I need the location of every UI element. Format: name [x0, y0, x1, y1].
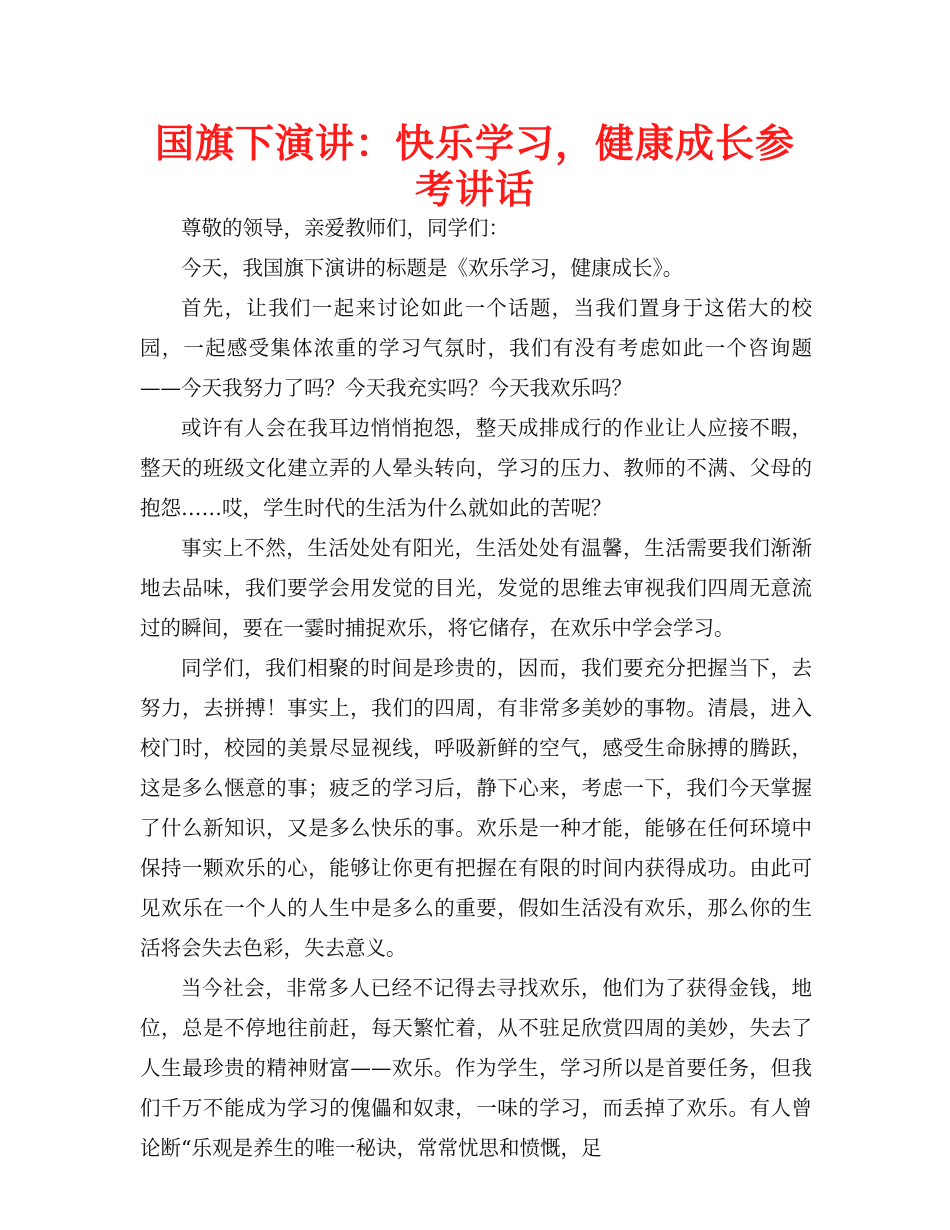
document-body — [140, 208, 812, 1168]
paragraph-society: 当今社会，非常多人已经不记得去寻找欢乐，他们为了获得金钱，地位，总是不停地往前赶，每天繁忙着，从不驻足欣赏四周的美妙，失去了人生最珍贵的精神财富——欢乐。作为学生，学习所以是首要任务，但我们千万不能成为学习的傀儡和奴隶，一味的学习，而丢掉了欢乐。有人曾论断“乐观是养生的唯一秘诀，常常忧思和愤慨，足 — [140, 976, 812, 1160]
paragraph-topic: 今天，我国旗下演讲的标题是《欢乐学习，健康成长》。 — [181, 256, 684, 280]
paragraph-complaint: 或许有人会在我耳边悄悄抱怨，整天成排成行的作业让人应接不暇，整天的班级文化建立弄的人晕头转向，学习的压力、教师的不满、父母的抱怨……哎，学生时代的生活为什么就如此的苦呢？ — [140, 416, 812, 520]
paragraph-greeting: 尊敬的领导，亲爱教师们，同学们： — [181, 216, 509, 240]
paragraph-cherish-time: 同学们，我们相聚的时间是珍贵的，因而，我们要充分把握当下，去努力，去拼搏！事实上，我们的四周，有非常多美妙的事物。清晨，进入校门时，校园的美景尽显视线，呼吸新鲜的空气，感受生命脉搏的腾跃，这是多么惬意的事；疲乏的学习后，静下心来，考虑一下，我们今天掌握了什么新知识，又是多么快乐的事。欢乐是一种才能，能够在任何环境中保持一颗欢乐的心，能够让你更有把握在有限的时间内获得成功。由此可见欢乐在一个人的人生中是多么的重要，假如生活没有欢乐，那么你的生活将会失去色彩，失去意义。 — [140, 656, 812, 960]
document-title: 国旗下演讲：快乐学习，健康成长参考讲话 — [154, 122, 795, 213]
paragraph-question: 首先，让我们一起来讨论如此一个话题，当我们置身于这偌大的校园，一起感受集体浓重的学习气氛时，我们有没有考虑如此一个咨询题——今天我努力了吗？今天我充实吗？今天我欢乐吗？ — [140, 296, 812, 400]
paragraph-sunshine: 事实上不然，生活处处有阳光，生活处处有温馨，生活需要我们渐渐地去品味，我们要学会用发觉的目光，发觉的思维去审视我们四周无意流过的瞬间，要在一霎时捕捉欢乐，将它储存，在欢乐中学会学习。 — [140, 536, 812, 640]
